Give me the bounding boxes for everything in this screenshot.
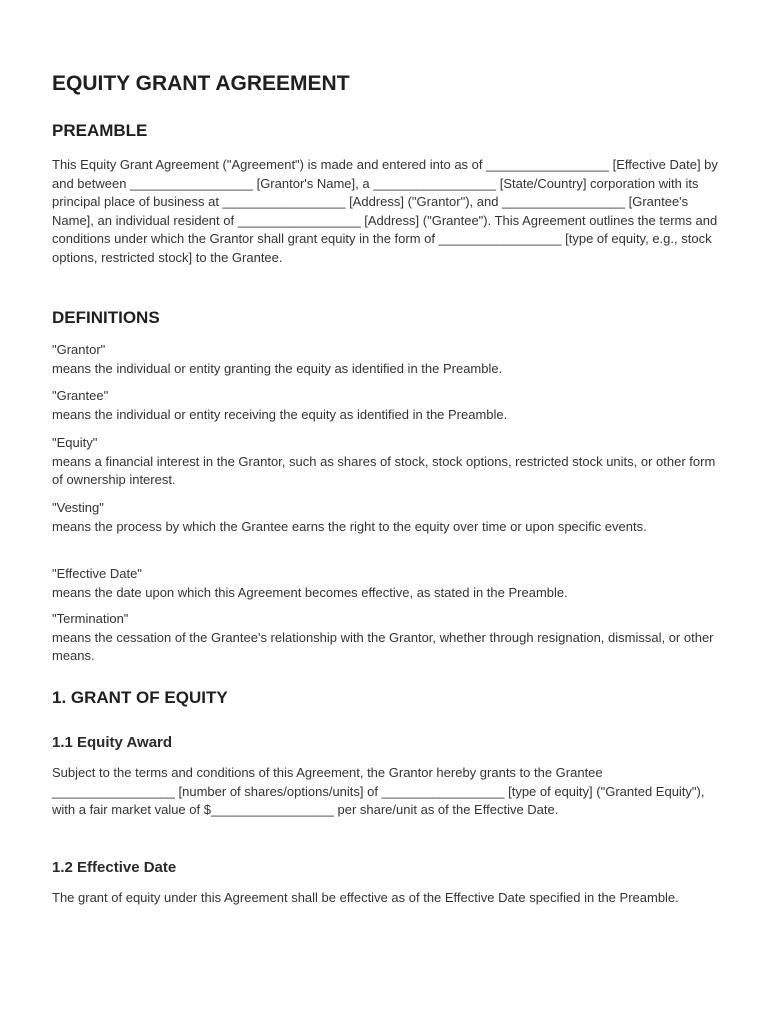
definition-term: "Termination" [52, 611, 129, 626]
subsection-1-2-text: The grant of equity under this Agreement shall be effective as of the Effective Date specified in the Preamble. [52, 890, 679, 905]
definition-item [52, 434, 724, 490]
definition-text: means the date upon which this Agreement becomes effective, as stated in the Preamble. [52, 584, 568, 600]
definition-item [52, 499, 724, 536]
definition-item [52, 610, 724, 666]
definition-item [52, 341, 724, 378]
definition-text: means the individual or entity receiving the equity as identified in the Preamble. [52, 406, 508, 422]
section-1-heading: 1. GRANT OF EQUITY [52, 688, 228, 707]
definition-text: means the cessation of the Grantee's relationship with the Grantor, whether through resignation, dismissal, or other means. [52, 629, 714, 664]
definition-text: means a financial interest in the Grantor, such as shares of stock, stock options, restricted stock units, or other form of ownership interest. [52, 453, 716, 488]
preamble-text: This Equity Grant Agreement ("Agreement") is made and entered into as of _________________ [Effective Date] by and between _________________ [Grantor's Name], a _________________ [State/Country] corporation with its principal place of business at _________________ [Address] ("Grantor"), and _________________ [Grantee's Name], an individual resident of _________________ [Address] ("Grantee"). This Agreement outlines the terms and conditions under which the Grantor shall grant equity in the form of _________________ [type of equity, e.g., stock options, restricted stock] to the Grantee. [52, 157, 718, 265]
definition-term: "Grantor" [52, 342, 106, 357]
subsection-1-2-heading: 1.2 Effective Date [52, 859, 177, 876]
document-title: EQUITY GRANT AGREEMENT [52, 72, 350, 95]
definition-term: "Equity" [52, 435, 98, 450]
definition-text: means the individual or entity granting the equity as identified in the Preamble. [52, 360, 503, 376]
preamble-heading: PREAMBLE [52, 121, 148, 140]
definition-term: "Grantee" [52, 388, 109, 403]
subsection-1-1-heading: 1.1 Equity Award [52, 734, 173, 751]
definition-term: "Vesting" [52, 500, 104, 515]
definition-item [52, 565, 724, 602]
subsection-1-1-text: Subject to the terms and conditions of this Agreement, the Grantor hereby grants to the Grantee _________________ [number of shares/options/units] of _________________ [type of equity] ("Granted Equity"), with a fair market value of $_________________ per share/unit as of the Effective Date. [52, 765, 705, 818]
definition-item [52, 387, 724, 424]
definitions-heading: DEFINITIONS [52, 308, 160, 327]
definition-text: means the process by which the Grantee earns the right to the equity over time or upon specific events. [52, 518, 647, 534]
definition-term: "Effective Date" [52, 566, 142, 581]
